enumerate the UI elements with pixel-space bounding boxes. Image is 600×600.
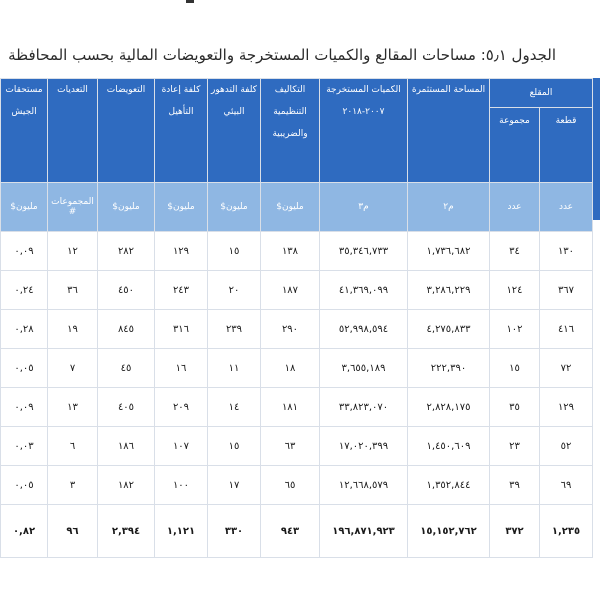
unit-label: م٢ <box>408 183 490 232</box>
total-row <box>1 505 593 558</box>
unit-label: مليون$ <box>261 183 320 232</box>
table-cell: ٦٩ <box>540 466 593 505</box>
table-cell: ١٠٠ <box>155 466 208 505</box>
table-cell: ٠,٢٤ <box>1 271 48 310</box>
table-cell: ٣,٢٨٦,٢٢٩ <box>408 271 490 310</box>
table-cell: ٣ <box>48 466 98 505</box>
column-header: المساحة المستثمرة <box>408 79 490 183</box>
total-cell: ٠,٨٢ <box>1 505 48 558</box>
table-cell: ٢٢٢,٣٩٠ <box>408 349 490 388</box>
header-row <box>1 79 593 108</box>
total-cell: ٣٧٢ <box>490 505 540 558</box>
table-cell: ١٨٦ <box>98 427 155 466</box>
table-cell: ٠,٠٩ <box>1 232 48 271</box>
data-table <box>0 78 593 558</box>
top-cropped-fragment <box>186 0 194 3</box>
table-cell: ١٨ <box>261 349 320 388</box>
unit-label: مليون$ <box>155 183 208 232</box>
table-cell: ٥٢ <box>540 427 593 466</box>
total-cell: ١٩٦,٨٧١,٩٢٣ <box>320 505 408 558</box>
table-cell: ٢٠ <box>208 271 261 310</box>
table-row <box>1 349 593 388</box>
table-cell: ٤٠٥ <box>98 388 155 427</box>
table-cell: ٦٣ <box>261 427 320 466</box>
table-cell: ٢٣٩ <box>208 310 261 349</box>
table-cell: ١,٤٥٠,٦٠٩ <box>408 427 490 466</box>
table-row <box>1 271 593 310</box>
column-header: قطعة <box>540 108 593 183</box>
total-cell: ٢,٣٩٤ <box>98 505 155 558</box>
unit-label: مليون$ <box>208 183 261 232</box>
table-row <box>1 310 593 349</box>
table-cell: ١٢٤ <box>490 271 540 310</box>
unit-label: مليون$ <box>98 183 155 232</box>
table-cell: ٤٥٠ <box>98 271 155 310</box>
table-cell: ٠,٠٥ <box>1 466 48 505</box>
table-cell: ٣٤ <box>490 232 540 271</box>
table-cell: ٣٣,٨٢٣,٠٧٠ <box>320 388 408 427</box>
table-cell: ٦ <box>48 427 98 466</box>
table-cell: ١١ <box>208 349 261 388</box>
table-cell: ١٢ <box>48 232 98 271</box>
table-body <box>1 232 593 558</box>
table-cell: ١٨٢ <box>98 466 155 505</box>
table-row <box>1 232 593 271</box>
table-cell: ١٥ <box>490 349 540 388</box>
table-cell: ٠,٠٣ <box>1 427 48 466</box>
table-cell: ٢٨٢ <box>98 232 155 271</box>
table-cell: ٥٢,٩٩٨,٥٩٤ <box>320 310 408 349</box>
table-cell: ١٣٨ <box>261 232 320 271</box>
table-cell: ١٨٧ <box>261 271 320 310</box>
table-cell: ٢٠٩ <box>155 388 208 427</box>
table-cell: ١٥ <box>208 232 261 271</box>
table-cell: ٤,٢٧٥,٨٣٣ <box>408 310 490 349</box>
table-cell: ١٧,٠٢٠,٣٩٩ <box>320 427 408 466</box>
table-cell: ١٠٢ <box>490 310 540 349</box>
table-cell: ١,٧٣٦,٦٨٢ <box>408 232 490 271</box>
table-cell: ٢,٨٢٨,١٧٥ <box>408 388 490 427</box>
table-cell: ١,٣٥٢,٨٤٤ <box>408 466 490 505</box>
unit-label: مليون$ <box>1 183 48 232</box>
table-cell: ٢٣ <box>490 427 540 466</box>
table-cell: ١٥ <box>208 427 261 466</box>
table-cell: ٧ <box>48 349 98 388</box>
table-container <box>0 78 600 538</box>
unit-label: عدد <box>540 183 593 232</box>
table-cell: ٢٤٣ <box>155 271 208 310</box>
table-cell: ٣,٦٥٥,١٨٩ <box>320 349 408 388</box>
total-cell: ٩٦ <box>48 505 98 558</box>
table-cell: ١٦ <box>155 349 208 388</box>
table-cell: ٤١,٣٦٩,٠٩٩ <box>320 271 408 310</box>
group-header: المقلع <box>490 79 593 108</box>
table-cell: ٨٤٥ <box>98 310 155 349</box>
column-header: التكاليف التنظيمية والضريبية <box>261 79 320 183</box>
table-cell: ٣٥,٣٤٦,٧٣٣ <box>320 232 408 271</box>
table-cell: ١٢٩ <box>540 388 593 427</box>
unit-label: عدد <box>490 183 540 232</box>
table-cell: ٣٩ <box>490 466 540 505</box>
table-cell: ١٢,٦٦٨,٥٧٩ <box>320 466 408 505</box>
table-cell: ١٢٩ <box>155 232 208 271</box>
table-cell: ٠,٠٥ <box>1 349 48 388</box>
table-cell: ٧٢ <box>540 349 593 388</box>
table-cell: ١٣٠ <box>540 232 593 271</box>
total-cell: ٩٤٣ <box>261 505 320 558</box>
total-cell: ٣٣٠ <box>208 505 261 558</box>
units-row <box>1 183 593 232</box>
table-cell: ١٧ <box>208 466 261 505</box>
table-cell: ٣٦ <box>48 271 98 310</box>
table-cell: ٤١٦ <box>540 310 593 349</box>
column-header: التعويضات <box>98 79 155 183</box>
total-cell: ١,١٢١ <box>155 505 208 558</box>
unit-label: المجموعات # <box>48 183 98 232</box>
column-header: مجموعة <box>490 108 540 183</box>
table-cell: ١٣ <box>48 388 98 427</box>
table-cell: ٠,٢٨ <box>1 310 48 349</box>
table-cell: ١٤ <box>208 388 261 427</box>
table-cell: ٠,٠٩ <box>1 388 48 427</box>
unit-label: م٣ <box>320 183 408 232</box>
table-cell: ٣٦٧ <box>540 271 593 310</box>
table-row <box>1 388 593 427</box>
total-cell: ١٥,١٥٢,٧٦٢ <box>408 505 490 558</box>
table-cell: ١٨١ <box>261 388 320 427</box>
column-header: كلفة إعادة التأهيل <box>155 79 208 183</box>
table-cell: ٢٩٠ <box>261 310 320 349</box>
table-caption: الجدول ٥٫١: مساحات المقالع والكميات المستخرجة والتعويضات المالية بحسب المحافظة <box>8 46 556 64</box>
table-cell: ٣٥ <box>490 388 540 427</box>
column-header: كلفة التدهور البيئي <box>208 79 261 183</box>
table-row <box>1 466 593 505</box>
total-cell: ١,٢٣٥ <box>540 505 593 558</box>
column-header: مستحقات الجيش <box>1 79 48 183</box>
column-header: التعديات <box>48 79 98 183</box>
table-cell: ٣١٦ <box>155 310 208 349</box>
table-cell: ٤٥ <box>98 349 155 388</box>
table-cell: ١٠٧ <box>155 427 208 466</box>
table-cell: ٦٥ <box>261 466 320 505</box>
table-cell: ١٩ <box>48 310 98 349</box>
table-row <box>1 427 593 466</box>
column-header: الكميات المستخرجة ٢٠٠٧-٢٠١٨ <box>320 79 408 183</box>
